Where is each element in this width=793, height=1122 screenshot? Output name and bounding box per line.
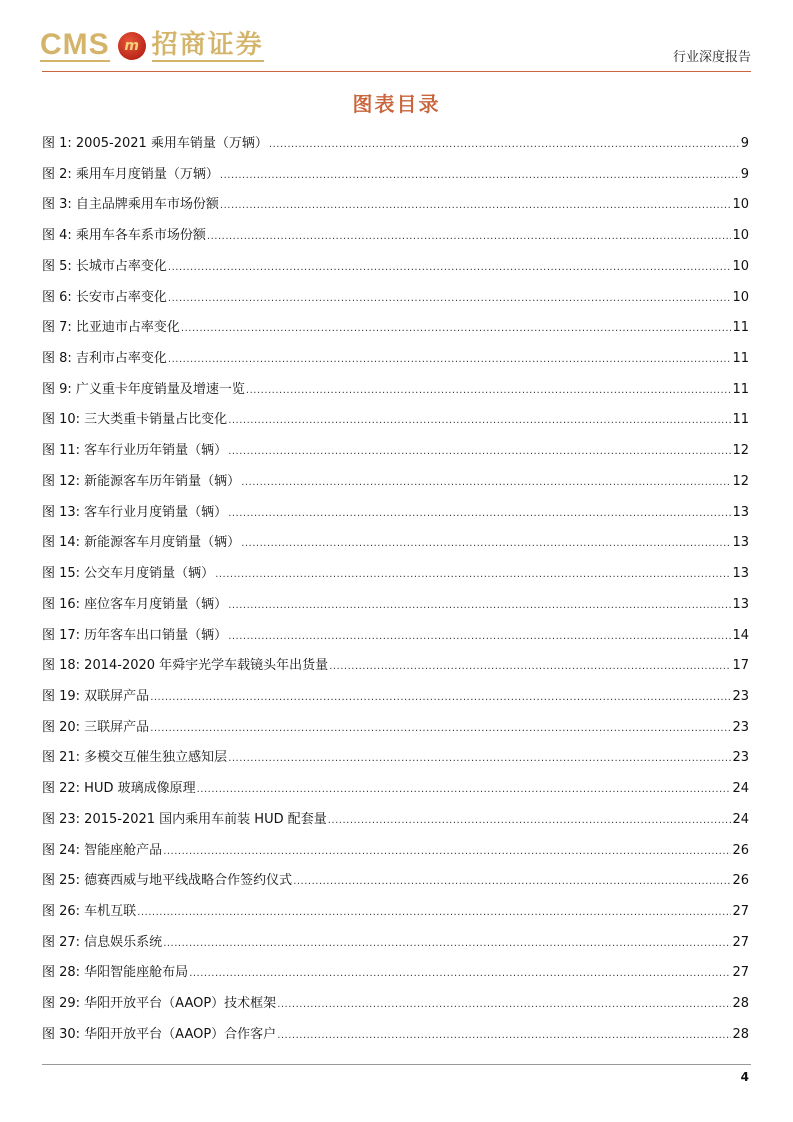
- toc-entry-label: 图 23: 2015-2021 国内乘用车前装 HUD 配套量: [42, 811, 327, 827]
- toc-entry-page: 14: [732, 627, 749, 643]
- leader-dots: [277, 1027, 731, 1042]
- leader-dots: [163, 935, 731, 950]
- toc-entry-label: 图 8: 吉利市占率变化: [42, 351, 167, 367]
- toc-entry[interactable]: [42, 132, 749, 163]
- toc-entry-page: 12: [732, 473, 749, 489]
- leader-dots: [168, 259, 732, 274]
- toc-entry[interactable]: [42, 562, 749, 593]
- toc-entry-page: 24: [732, 781, 749, 797]
- toc-entry[interactable]: [42, 531, 749, 562]
- toc-entry[interactable]: [42, 316, 749, 347]
- toc-entry-label: 图 24: 智能座舱产品: [42, 842, 163, 858]
- toc-entry-label: 图 3: 自主品牌乘用车市场份额: [42, 197, 219, 213]
- leader-dots: [329, 658, 731, 673]
- toc-entry-label: 图 21: 多模交互催生独立感知层: [42, 750, 228, 766]
- toc-entry-label: 图 15: 公交车月度销量（辆）: [42, 566, 215, 582]
- toc-entry-page: 10: [732, 197, 749, 213]
- toc-entry-page: 11: [732, 351, 749, 367]
- toc-entry-page: 11: [732, 320, 749, 336]
- leader-dots: [241, 474, 731, 489]
- toc-entry[interactable]: [42, 470, 749, 501]
- toc-entry[interactable]: [42, 439, 749, 470]
- toc-entry-page: 10: [732, 228, 749, 244]
- leader-dots: [220, 167, 740, 182]
- toc-entry[interactable]: [42, 624, 749, 655]
- toc-entry-page: 11: [732, 381, 749, 397]
- leader-dots: [328, 812, 732, 827]
- toc-entry-label: 图 10: 三大类重卡销量占比变化: [42, 412, 228, 428]
- leader-dots: [207, 228, 732, 243]
- leader-dots: [293, 873, 731, 888]
- leader-dots: [215, 566, 731, 581]
- leader-dots: [163, 843, 731, 858]
- toc-entry[interactable]: [42, 163, 749, 194]
- toc-entry[interactable]: [42, 746, 749, 777]
- toc-entry[interactable]: [42, 255, 749, 286]
- toc-entry[interactable]: [42, 501, 749, 532]
- toc-entry-label: 图 27: 信息娱乐系统: [42, 934, 163, 950]
- toc-entry[interactable]: [42, 378, 749, 409]
- toc-entry-page: 9: [740, 166, 749, 182]
- toc-entry-page: 27: [732, 965, 749, 981]
- toc-entry-page: 27: [732, 934, 749, 950]
- toc-entry-page: 26: [732, 873, 749, 889]
- cms-logo: [40, 28, 264, 64]
- leader-dots: [150, 689, 731, 704]
- toc-entry[interactable]: [42, 685, 749, 716]
- toc-entry-page: 23: [732, 750, 749, 766]
- toc-entry-label: 图 9: 广义重卡年度销量及增速一览: [42, 381, 245, 397]
- leader-dots: [137, 904, 731, 919]
- leader-dots: [168, 351, 732, 366]
- logo-emblem-icon: m: [118, 32, 146, 60]
- toc-entry-label: 图 12: 新能源客车历年销量（辆）: [42, 473, 241, 489]
- leader-dots: [181, 320, 732, 335]
- leader-dots: [228, 750, 731, 765]
- toc-entry-page: 13: [732, 596, 749, 612]
- toc-entry-page: 17: [732, 658, 749, 674]
- toc-entry-page: 11: [732, 412, 749, 428]
- toc-entry-page: 10: [732, 258, 749, 274]
- toc-entry-page: 27: [732, 903, 749, 919]
- leader-dots: [228, 597, 731, 612]
- leader-dots: [228, 505, 731, 520]
- leader-dots: [241, 535, 731, 550]
- toc-entry-label: 图 1: 2005-2021 乘用车销量（万辆）: [42, 136, 268, 151]
- toc-entry-label: 图 20: 三联屏产品: [42, 719, 150, 735]
- logo-cn: 招商证券: [151, 30, 264, 60]
- leader-dots: [277, 996, 731, 1011]
- toc-entry[interactable]: [42, 900, 749, 931]
- toc-entry-page: 26: [732, 842, 749, 858]
- leader-dots: [228, 443, 731, 458]
- toc-entry-label: 图 28: 华阳智能座舱布局: [42, 965, 189, 981]
- toc-entry[interactable]: [42, 593, 749, 624]
- logo-en: CMS: [40, 28, 110, 61]
- toc-entry[interactable]: [42, 777, 749, 808]
- leader-dots: [189, 965, 731, 980]
- toc-entry[interactable]: [42, 224, 749, 255]
- leader-dots: [246, 382, 732, 397]
- toc-entry[interactable]: [42, 716, 749, 747]
- toc-entry-label: 图 6: 长安市占率变化: [42, 289, 167, 305]
- toc-entry-page: 23: [732, 719, 749, 735]
- leader-dots: [150, 720, 731, 735]
- toc-entry-label: 图 14: 新能源客车月度销量（辆）: [42, 535, 241, 551]
- page-number: 4: [740, 1070, 749, 1084]
- toc-entry[interactable]: [42, 286, 749, 317]
- toc-entry-page: 10: [732, 289, 749, 305]
- leader-dots: [269, 136, 740, 151]
- toc-entry-page: 12: [732, 443, 749, 459]
- leader-dots: [228, 628, 731, 643]
- toc-entry-label: 图 29: 华阳开放平台（AAOP）技术框架: [42, 996, 277, 1012]
- report-type: 行业深度报告: [672, 50, 751, 65]
- toc-entry[interactable]: [42, 808, 749, 839]
- toc-entry-page: 23: [732, 688, 749, 704]
- toc-entry[interactable]: [42, 931, 749, 962]
- toc-entry-label: 图 19: 双联屏产品: [42, 688, 150, 704]
- page-title: 图表目录: [352, 92, 441, 116]
- toc-entry-page: 24: [732, 811, 749, 827]
- leader-dots: [168, 290, 732, 305]
- toc-entry-label: 图 26: 车机互联: [42, 903, 137, 919]
- leader-dots: [220, 197, 732, 212]
- leader-dots: [197, 781, 732, 796]
- toc-entry-label: 图 4: 乘用车各车系市场份额: [42, 228, 206, 244]
- toc-entry-label: 图 17: 历年客车出口销量（辆）: [42, 627, 228, 643]
- toc-entry[interactable]: [42, 347, 749, 378]
- toc-entry[interactable]: [42, 869, 749, 900]
- toc-entry-page: 13: [732, 566, 749, 582]
- header-divider: [42, 71, 751, 72]
- toc-entry[interactable]: [42, 961, 749, 992]
- toc-entry-label: 图 18: 2014-2020 年舜宇光学车载镜头年出货量: [42, 658, 329, 674]
- toc-entry-page: 13: [732, 535, 749, 551]
- table-of-figures: [42, 132, 749, 1054]
- toc-entry[interactable]: [42, 408, 749, 439]
- toc-entry-page: 13: [732, 504, 749, 520]
- toc-entry-page: 9: [740, 136, 749, 151]
- toc-entry-label: 图 22: HUD 玻璃成像原理: [42, 781, 196, 797]
- toc-entry[interactable]: [42, 1023, 749, 1054]
- toc-entry-label: 图 5: 长城市占率变化: [42, 258, 167, 274]
- toc-entry-label: 图 13: 客车行业月度销量（辆）: [42, 504, 228, 520]
- toc-entry-label: 图 30: 华阳开放平台（AAOP）合作客户: [42, 1026, 277, 1042]
- footer-divider: [42, 1064, 751, 1065]
- toc-entry[interactable]: [42, 839, 749, 870]
- toc-entry-label: 图 16: 座位客车月度销量（辆）: [42, 596, 228, 612]
- toc-entry[interactable]: [42, 193, 749, 224]
- toc-entry-page: 28: [732, 1026, 749, 1042]
- toc-entry-label: 图 7: 比亚迪市占率变化: [42, 320, 180, 336]
- leader-dots: [228, 412, 731, 427]
- toc-entry[interactable]: [42, 654, 749, 685]
- toc-entry-page: 28: [732, 996, 749, 1012]
- toc-entry[interactable]: [42, 992, 749, 1023]
- toc-entry-label: 图 25: 德赛西威与地平线战略合作签约仪式: [42, 873, 293, 889]
- toc-entry-label: 图 11: 客车行业历年销量（辆）: [42, 443, 228, 459]
- toc-entry-label: 图 2: 乘用车月度销量（万辆）: [42, 166, 219, 182]
